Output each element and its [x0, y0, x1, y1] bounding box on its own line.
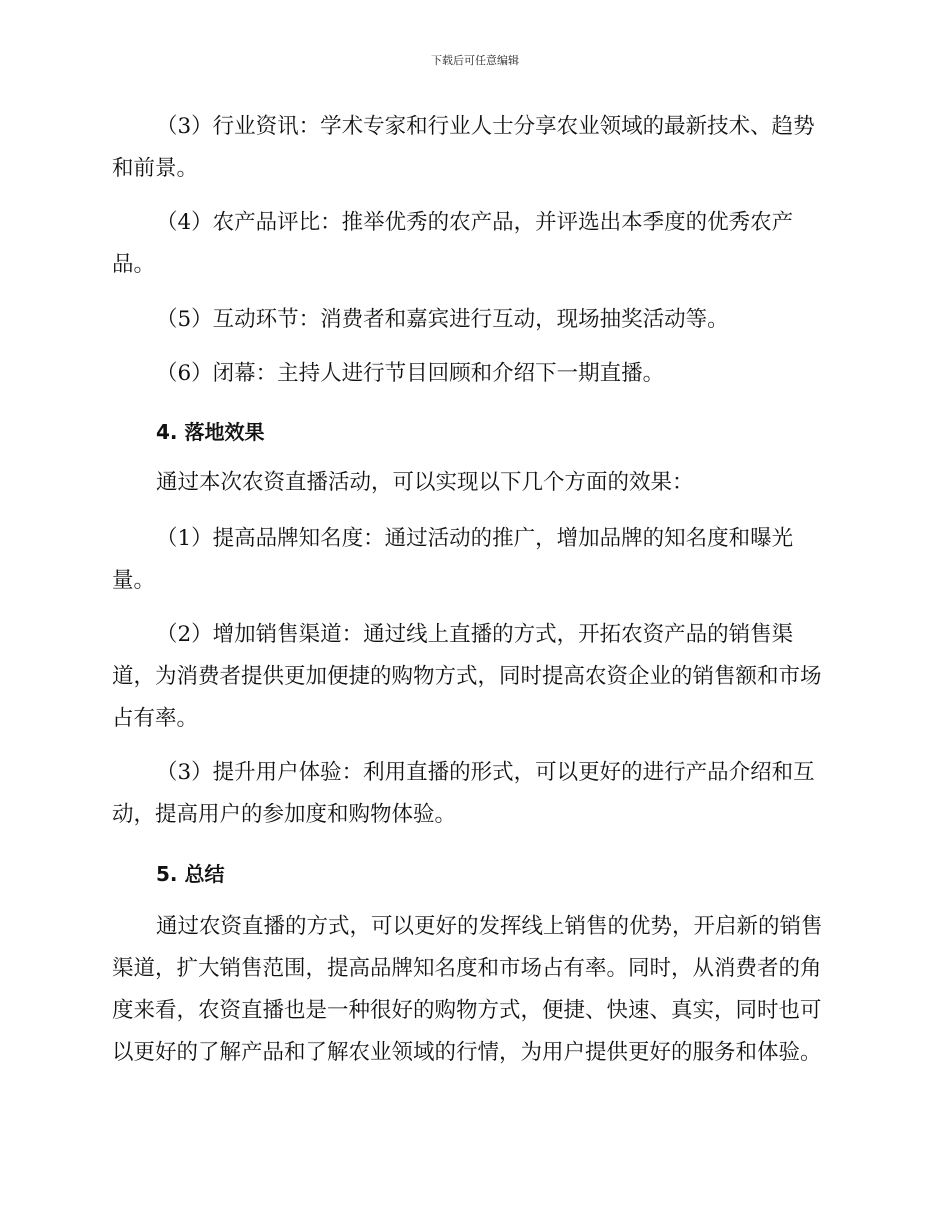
paragraph-user-experience: （3）提升用户体验：利用直播的形式，可以更好的进行产品介绍和互动，提高用户的参加度和购物体验。 — [112, 760, 815, 827]
paragraph-sales-channels: （2）增加销售渠道：通过线上直播的方式，开拓农资产品的销售渠道，为消费者提供更加便捷的购物方式，同时提高农资企业的销售额和市场占有率。 — [112, 622, 822, 731]
paragraph-brand-awareness: （1）提高品牌知名度：通过活动的推广，增加品牌的知名度和曝光量。 — [112, 526, 794, 593]
paragraph-industry-news: （3）行业资讯：学术专家和行业人士分享农业领域的最新技术、趋势和前景。 — [112, 114, 815, 181]
heading-landing-effect: 4. 落地效果 — [156, 420, 265, 444]
paragraph-interaction: （5）互动环节：消费者和嘉宾进行互动，现场抽奖活动等。 — [156, 307, 729, 332]
paragraph-effect-intro: 通过本次农资直播活动，可以实现以下几个方面的效果： — [156, 470, 694, 495]
heading-summary: 5. 总结 — [156, 862, 225, 886]
page-header: 下载后可任意编辑 — [431, 54, 519, 67]
paragraph-product-review: （4）农产品评比：推举优秀的农产品，并评选出本季度的优秀农产品。 — [112, 210, 794, 277]
paragraph-closing: （6）闭幕：主持人进行节目回顾和介绍下一期直播。 — [156, 361, 665, 386]
paragraph-summary: 通过农资直播的方式，可以更好的发挥线上销售的优势，开启新的销售渠道，扩大销售范围，提高品牌知名度和市场占有率。同时，从消费者的角度来看，农资直播也是一种很好的购物方式，便捷、快速、真实，同时也可以更好的了解产品和了解农业领域的行情，为用户提供更好的服务和体验。 — [112, 914, 823, 1065]
